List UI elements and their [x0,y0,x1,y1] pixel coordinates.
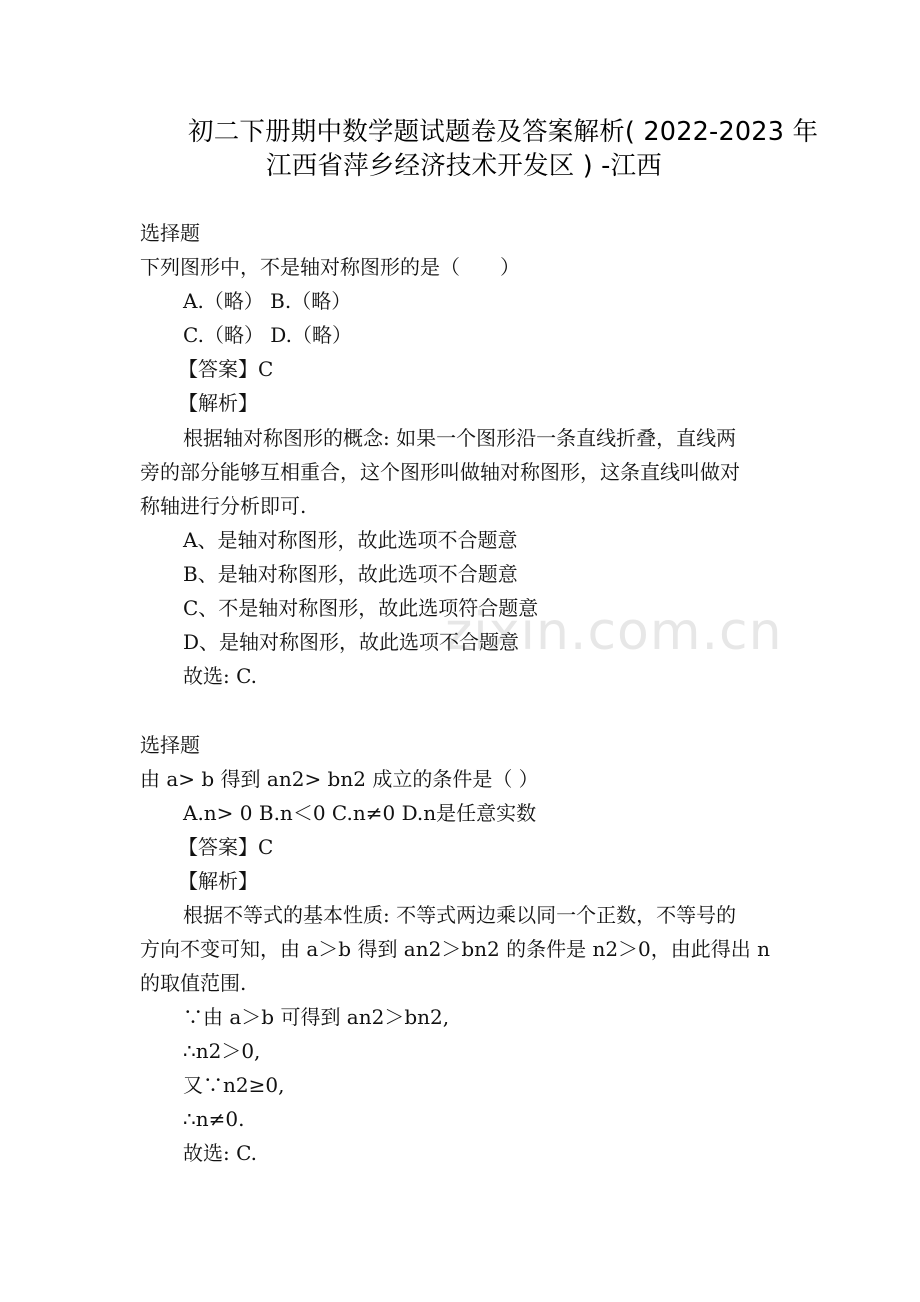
document-title-line-2: 江西省萍乡经济技术开发区 ) -江西 [266,151,662,181]
answer-label: 【答案】C [178,357,274,381]
solution-step-1: ∵由 a＞b 可得到 an2＞bn2, [183,1005,450,1029]
watermark: zixin.com.cn [445,602,783,662]
solution-step-4: ∴n≠0. [183,1107,245,1131]
analysis-paragraph-line-3: 称轴进行分析即可. [140,494,307,518]
analysis-paragraph-line-2: 旁的部分能够互相重合，这个图形叫做轴对称图形，这条直线叫做对 [140,460,740,484]
question-type-label: 选择题 [140,221,200,245]
conclusion: 故选: C. [183,664,258,688]
question-options: A.n> 0 B.n＜0 C.n≠0 D.n是任意实数 [183,801,537,825]
analysis-paragraph-line-1: 根据轴对称图形的概念: 如果一个图形沿一条直线折叠，直线两 [183,426,737,450]
analysis-item-a: A、是轴对称图形，故此选项不合题意 [183,528,518,552]
question-stem: 下列图形中，不是轴对称图形的是（ ） [140,255,520,279]
question-stem: 由 a> b 得到 an2> bn2 成立的条件是（ ） [140,767,539,791]
solution-step-2: ∴n2＞0, [183,1039,261,1063]
analysis-paragraph-line-1: 根据不等式的基本性质: 不等式两边乘以同一个正数，不等号的 [183,903,737,927]
analysis-item-d: D、是轴对称图形，故此选项不合题意 [183,630,520,654]
document-title-line-1: 初二下册期中数学题试题卷及答案解析( 2022-2023 年 [188,117,819,147]
analysis-paragraph-line-2: 方向不变可知，由 a＞b 得到 an2＞bn2 的条件是 n2＞0，由此得出 n [140,937,771,961]
conclusion: 故选: C. [183,1141,258,1165]
analysis-item-b: B、是轴对称图形，故此选项不合题意 [183,562,518,586]
question-options-cd: C.（略） D.（略） [183,323,352,347]
question-options-ab: A.（略） B.（略） [183,289,352,313]
answer-label: 【答案】C [178,835,274,859]
analysis-paragraph-line-3: 的取值范围. [140,971,247,995]
solution-step-3: 又∵n2≥0, [183,1073,285,1097]
analysis-label: 【解析】 [178,391,258,415]
analysis-item-c: C、不是轴对称图形，故此选项符合题意 [183,596,539,620]
analysis-label: 【解析】 [178,869,258,893]
question-type-label: 选择题 [140,733,200,757]
